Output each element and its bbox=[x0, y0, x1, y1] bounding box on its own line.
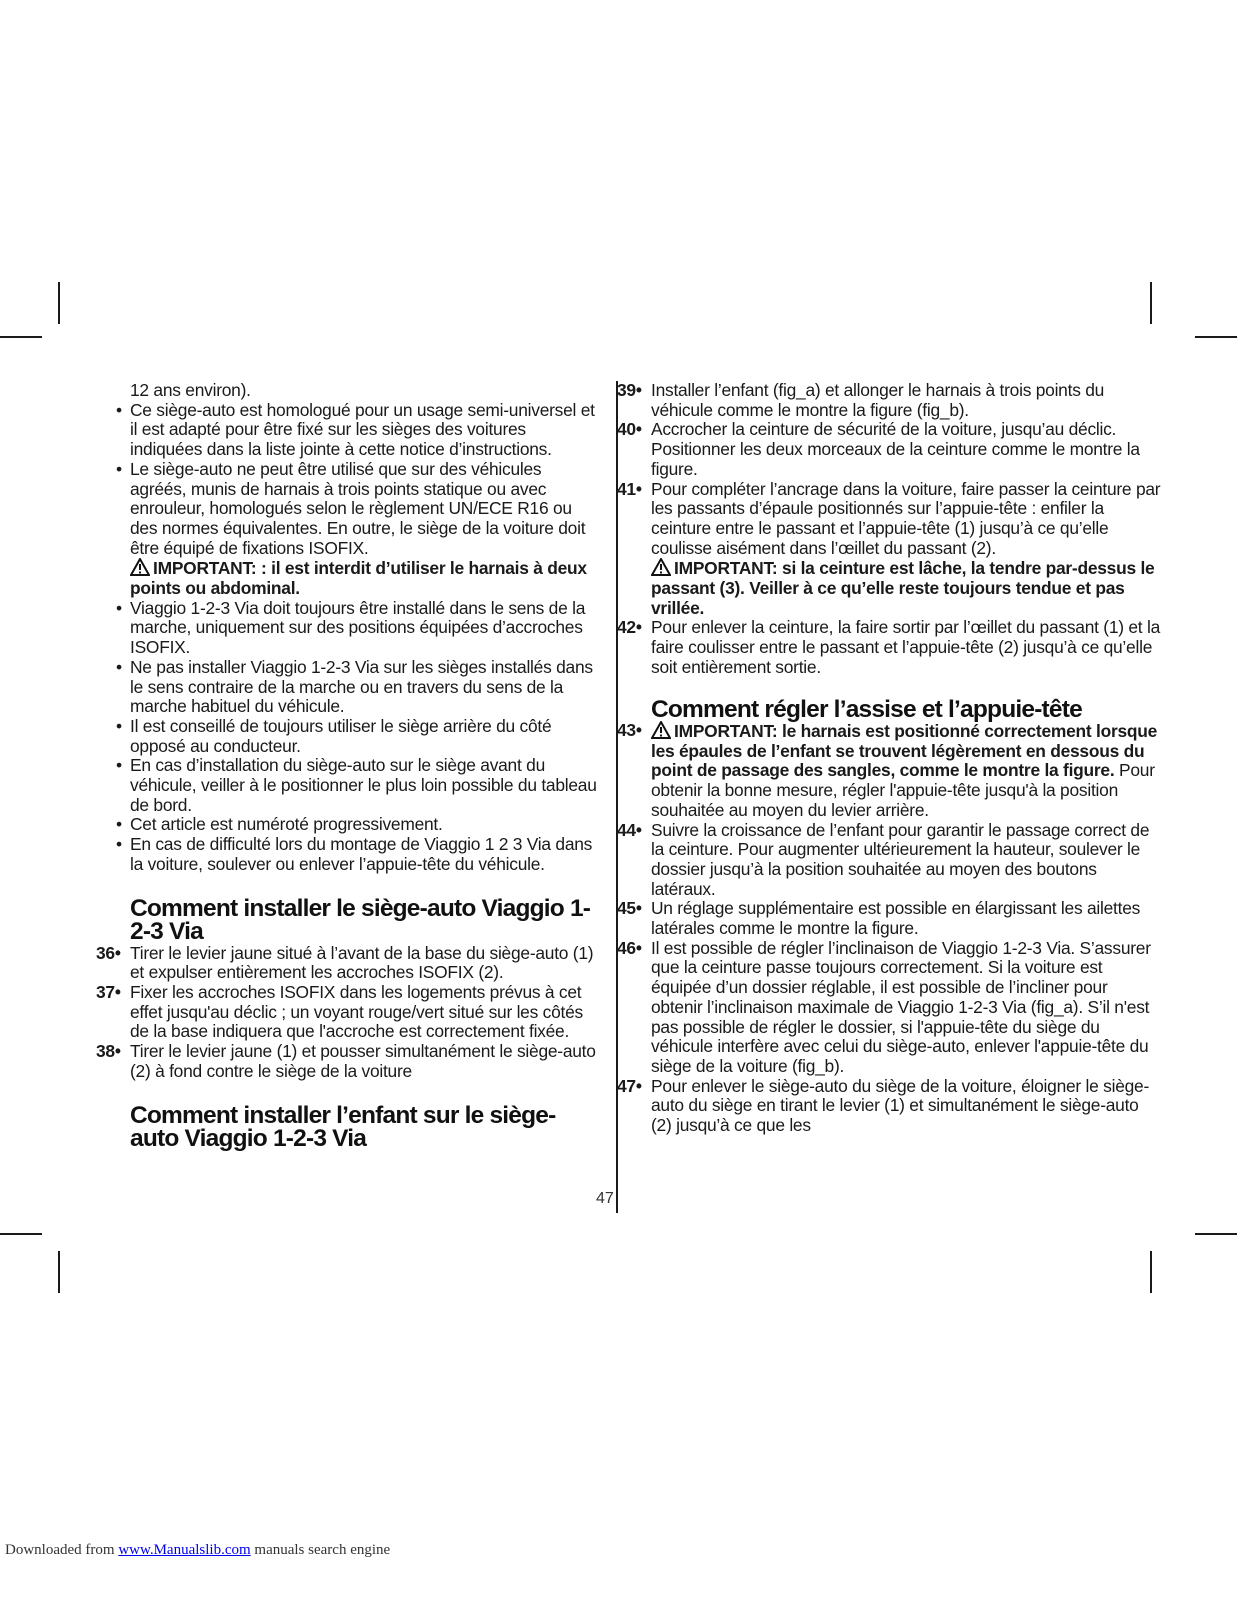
list-item: • Le siège-auto ne peut être utilisé que sur des véhicules agréés, munis de harnais à trois points statique ou avec enrouleur, homologués selon le règlement UN/ECE R16 ou des normes équivalentes. En outre, le siège de la voiture doit être équipé de fixations ISOFIX. bbox=[116, 458, 586, 558]
important-warning: IMPORTANT: si la ceinture est lâche, la tendre par-dessus le passant (3). Veiller à ce qu’elle reste toujours tendue et pas vrillée. bbox=[651, 558, 1155, 618]
right-column bbox=[617, 380, 1163, 1136]
warning-triangle-icon bbox=[130, 558, 150, 576]
warning-triangle-icon bbox=[651, 558, 671, 576]
download-footer: Downloaded from www.Manualslib.com manuals search engine bbox=[5, 1542, 391, 1558]
crop-mark bbox=[1150, 1251, 1152, 1293]
section-heading-install-seat: Comment installer le siège-auto Viaggio 1-2-3 Via bbox=[130, 894, 591, 946]
warning-triangle-icon bbox=[651, 721, 671, 739]
step-item: 38• Tirer le levier jaune (1) et pousser simultanément le siège-auto (2) à fond contre le siège de la voiture bbox=[96, 1041, 596, 1081]
step-item: 44• Suivre la croissance de l’enfant pour garantir le passage correct de la ceinture. Pour augmenter ultérieurement la hauteur, soulever le dossier jusqu’à la position souhaitée au moyen des boutons latéraux. bbox=[617, 819, 1150, 899]
list-item: • Viaggio 1-2-3 Via doit toujours être installé dans le sens de la marche, uniquement sur des positions équipées d’accroches ISOFIX. bbox=[116, 597, 586, 658]
crop-mark bbox=[0, 336, 42, 338]
crop-mark bbox=[58, 282, 60, 324]
important-warning: IMPORTANT: : il est interdit d’utiliser le harnais à deux points ou abdominal. bbox=[130, 558, 587, 599]
list-item: • Cet article est numéroté progressivement. bbox=[116, 814, 443, 835]
crop-mark bbox=[1150, 282, 1152, 324]
step-item: 47• Pour enlever le siège-auto du siège de la voiture, éloigner le siège-auto du siège en tirant le levier (1) et simultanément le siège-auto (2) jusqu’à ce que les bbox=[617, 1075, 1150, 1136]
list-item: • Ce siège-auto est homologué pour un usage semi-universel et il est adapté pour être fixé sur les sièges des voitures indiquées dans la liste jointe à cette notice d’instructions. bbox=[116, 399, 595, 460]
manualslib-link[interactable]: www.Manualslib.com bbox=[118, 1542, 251, 1558]
step-item: 37• Fixer les accroches ISOFIX dans les logements prévus à cet effet jusqu'au déclic ; un voyant rouge/vert situé sur les côtés de la base indiquera que l'accroche est correctement fixée. bbox=[96, 981, 583, 1042]
section-heading-install-child: Comment installer l’enfant sur le siège-auto Viaggio 1-2-3 Via bbox=[130, 1101, 556, 1152]
step-item: 36• Tirer le levier jaune situé à l’avant de la base du siège-auto (1) et expulser entièrement les accroches ISOFIX (2). bbox=[96, 942, 594, 983]
crop-mark bbox=[1195, 336, 1237, 338]
page-number: 47 bbox=[596, 1190, 614, 1207]
section-heading-adjust: Comment régler l’assise et l’appuie-tête bbox=[651, 695, 1082, 723]
intro-continuation: 12 ans environ). bbox=[130, 380, 251, 400]
step-item: 46• Il est possible de régler l’inclinaison de Viaggio 1-2-3 Via. S’assurer que la ceinture passe toujours correctement. Si la voiture est équipée d’un dossier réglable, il est possible de l’incliner pour obtenir l’inclinaison maximale de Viaggio 1-2-3 Via (fig_a). S’il n'est pas possible de régler le dossier, si l'appuie-tête du siège du véhicule interfère avec celui du siège-auto, enlever l'appuie-tête du siège de la voiture (fig_b). bbox=[617, 937, 1151, 1076]
step-item: 42• Pour enlever la ceinture, la faire sortir par l’œillet du passant (1) et la faire coulisser entre le passant et l’appuie-tête (2) jusqu’à ce qu’elle soit entièrement sortie. bbox=[617, 617, 1160, 677]
step-item: 43• IMPORTANT: le harnais est positionné correctement lorsque les épaules de l’enfant se trouvent légèrement en dessous du point de passage des sangles, comme le montre la figure. Pour obtenir la bonne mesure, régler l'appuie-tête jusqu'à la position souhaitée au moyen du levier arrière. bbox=[617, 720, 1158, 820]
step-item: 41• Pour compléter l’ancrage dans la voiture, faire passer la ceinture par les passants d’épaule positionnés sur l’appuie-tête : enfiler la ceinture entre le passant et l’appuie-tête (1) jusqu’à ce qu’elle coulisse aisément dans l’œillet du passant (2). bbox=[617, 478, 1161, 558]
list-item: • Il est conseillé de toujours utiliser le siège arrière du côté opposé au conducteur. bbox=[116, 715, 552, 756]
list-item: • En cas d’installation du siège-auto sur le siège avant du véhicule, veiller à le positionner le plus loin possible du tableau de bord. bbox=[116, 755, 597, 815]
step-item: 45• Un réglage supplémentaire est possible en élargissant les ailettes latérales comme le montre la figure. bbox=[617, 898, 1141, 939]
crop-mark bbox=[1195, 1233, 1237, 1235]
list-item: • En cas de difficulté lors du montage de Viaggio 1 2 3 Via dans la voiture, soulever ou enlever l’appuie-tête du véhicule. bbox=[116, 834, 593, 874]
step-item: 39• Installer l’enfant (fig_a) et allonger le harnais à trois points du véhicule comme le montre la figure (fig_b). bbox=[617, 380, 1105, 420]
crop-mark bbox=[0, 1233, 42, 1235]
list-item: • Ne pas installer Viaggio 1-2-3 Via sur les sièges installés dans le sens contraire de la marche ou en travers du sens de la marche habituel du véhicule. bbox=[116, 656, 593, 717]
left-column bbox=[96, 380, 600, 1152]
step-item: 40• Accrocher la ceinture de sécurité de la voiture, jusqu’au déclic. Positionner les deux morceaux de la ceinture comme le montre la figure. bbox=[617, 419, 1140, 479]
crop-mark bbox=[58, 1251, 60, 1293]
